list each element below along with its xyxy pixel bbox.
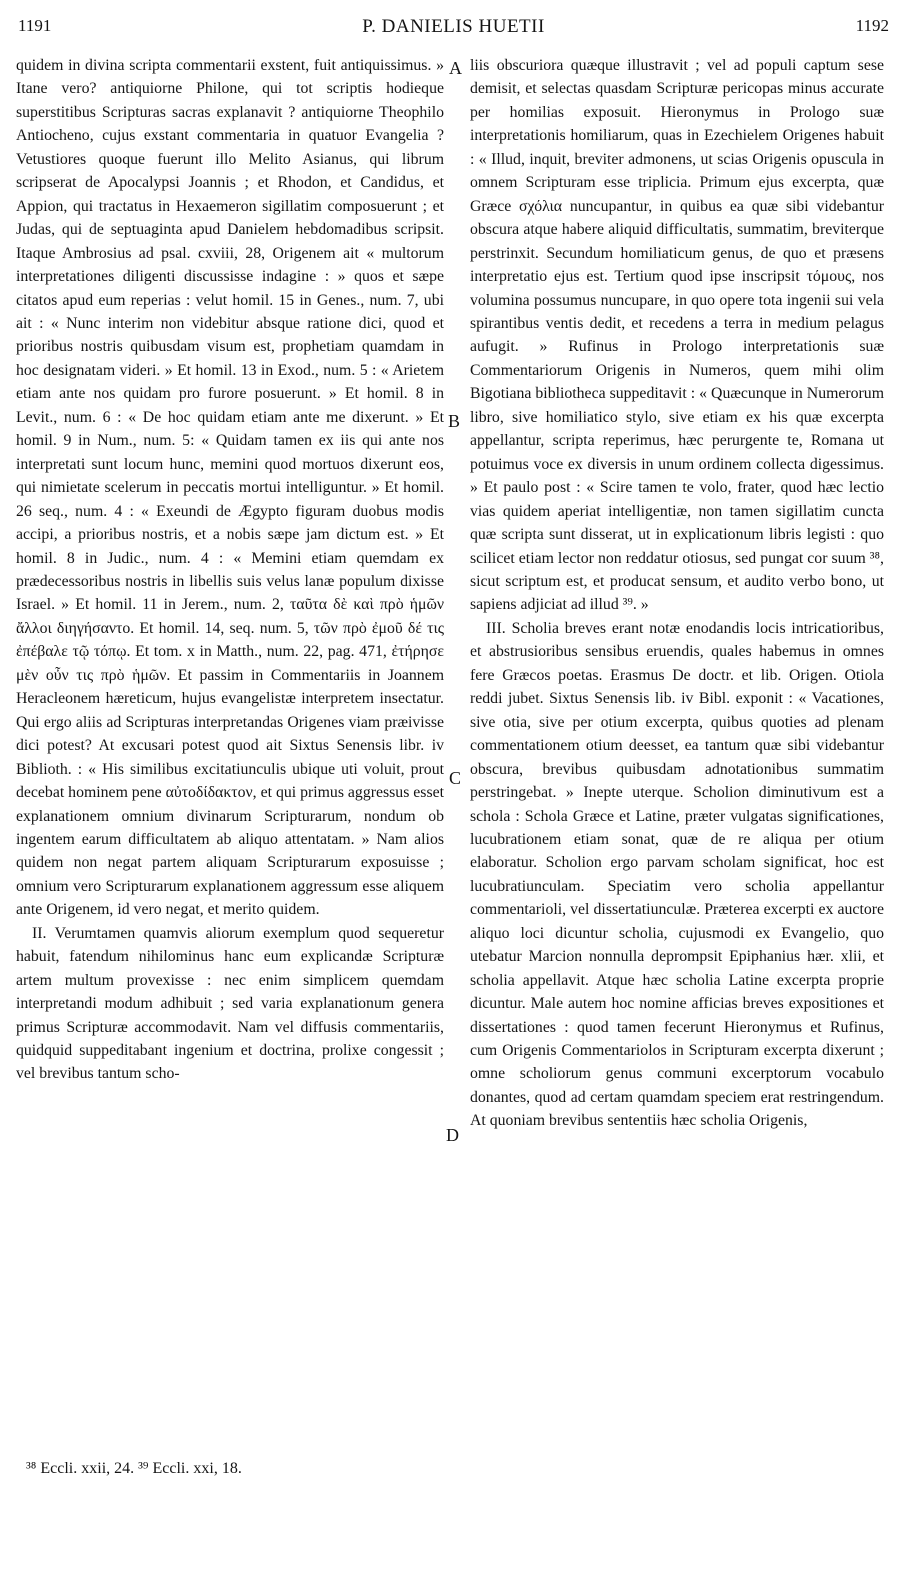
left-paragraph-2: II. Verumtamen quamvis aliorum exemplum quod sequeretur habuit, fatendum nihilominus hanc eum explicandæ Scripturæ artem multum provexisse : nec enim simplicem quemdam interpretandi modum adhibuit ; sed varia explanationum genera primus Scripturæ accommodavit. Nam vel diffusis commentariis, quidquid suppeditabant ingenium et doctrina, prolixe congessit ; vel brevibus tantum scho- [16, 924, 444, 1083]
margin-letter-d: D [446, 1125, 459, 1145]
margin-letter-c: C [449, 768, 462, 788]
left-column-number: 1191 [18, 16, 52, 35]
left-text-column [16, 54, 444, 1086]
running-title: P. DANIELIS HUETII [362, 16, 545, 37]
margin-letter-a: A [449, 58, 462, 78]
margin-letter-b: B [448, 411, 461, 431]
right-column-number: 1192 [855, 16, 889, 35]
right-paragraph-1: liis obscuriora quæque illustravit ; vel ad populi captum sese demisit, et selectas quasdam Scripturæ pericopas minus accurate per homilias exposuit. Hieronymus in Prologo suæ interpretationis homiliarum, quas in Ezechielem Origenes habuit : « Illud, inquit, breviter admonens, ut scias Origenis opuscula in omnem Scripturam esse triplicia. Primum ejus excerpta, quæ Græce σχόλια nuncupantur, in quibus ea quæ sibi videbantur obscura atque habere aliquid difficultatis, summatim, breviterque perstrinxit. Secundum homiliaticum genus, de quo et præsens interpretatio ejus est. Tertium quod ipse inscripsit τόμους, nos volumina possumus nuncupare, in quo opere tota ingenii sui vela spirantibus ventis dedit, et recedens a terra in medium pelagus aufugit. » Rufinus in Prologo interpretationis suæ Commentariorum Origenis in Numeros, quem mihi olim Bigotiana bibliotheca suppeditavit : « Quæcunque in Numerorum libro, sive homiliatico stylo, sive etiam ex his quæ excerpta appellantur, scripta reperimus, hæc perurgente te, Romana ut potuimus voce ex diversis in unum ordinem collecta digessimus. » Et paulo post : « Scire tamen te volo, frater, quod hæc lectio vias quidem aperiat intelligentiæ, non tamen sigillatim cuncta quæ scripta sunt disserat, ut in explicationum libris legisti : quo scilicet etiam lector non reddatur otiosus, sed pungat cor suum ³⁸, sicut scriptum est, et producat sensum, et audito verbo bono, ut sapiens adjiciat ad illud ³⁹. » [470, 57, 884, 614]
footnotes: ³⁸ Eccli. xxii, 24. ³⁹ Eccli. xxi, 18. [26, 1460, 242, 1477]
right-paragraph-2: III. Scholia breves erant notæ enodandis locis intricatioribus, et abstrusioribus sensibus eruendis, quales habemus in omnes fere Græcos poetas. Erasmus De doctr. et lib. Origen. Otiola reddi jubet. Sixtus Senensis lib. iv Bibl. exponit : « Vacationes, sive otia, sive per otium excerpta, quibus quoties ad plenam commentationem otium deesset, ea tantum quæ sibi videbantur obscura, brevibus quibusdam adnotationibus summatim perstringebat. » Inepte uterque. Scholion diminutivum est a schola : Schola Græce et Latine, præter vulgatas significationes, lucubrationem etiam sonat, quæ de re aliqua per otium elaboratur. Scholion ergo parvam scholam significat, hoc est lucubratiunculam. Speciatim vero scholia appellantur commentarioli, vel dissertatiunculæ. Præterea excerpti ex auctore aliquo loci dicuntur scholia, cujusmodi ex Evangelio, quo utebatur Marcion nonnulla deprompsit Epiphanius hær. xlii, et scholia appellavit. Atque hæc scholia Latine excerpta proprie dicuntur. Male autem hoc nomine afficias breves expositiones et dissertationes : quod tamen fecerunt Hieronymus et Rufinus, cum Origenis Commentariolos in Scripturam excerpta dixerunt ; omne scholiorum genus communi excerptorum vocabulo donantes, quod ad certam quamdam speciem erat restringendum. At quoniam brevibus sententiis hæc scholia Origenis, [470, 619, 884, 1130]
right-text-column [470, 54, 884, 1133]
left-paragraph-1: quidem in divina scripta commentarii exstent, fuit antiquissimus. » Itane vero? antiquiorne Philone, qui tot scriptis hodieque superstitibus Scripturas sacras explanavit ? antiquiorne Theophilo Antiocheno, cujus exstant commentaria in quatuor Evangelia ? Vetustiores quoque fuerunt illo Melito Asianus, qui librum scripserat de Apocalypsi Joannis ; et Rhodon, et Candidus, et Appion, qui tractatus in Hexaemeron sigillatim composuerunt ; et Judas, qui de septuaginta apud Danielem hebdomadibus scripsit. Itaque Ambrosius ad psal. cxviii, 28, Origenem ait « multorum interpretationes diligenti discussisse indagine : » quos et sæpe citatos apud eum reperias : velut homil. 15 in Genes., num. 7, ubi ait : « Nunc interim non videbitur absque ratione dici, quod et prioribus nostris quibusdam visum est, prophetiam quamdam in hoc designatam videri. » Et homil. 13 in Exod., num. 5 : « Arietem etiam ante nos quidam pro furore posuerunt. » Et homil. 8 in Levit., num. 6 : « De hoc quidam etiam ante me dixerunt. » Et homil. 9 in Num., num. 5: « Quidam tamen ex iis qui ante nos interpretati sunt locum hunc, memini quod mortuos dixerunt eos, qui nimietate scelerum in peccatis mortui intelliguntur. » Et homil. 26 seq., num. 4 : « Exeundi de Ægypto figuram duobus modis accipi, a prioribus nostris, et a nobis sæpe jam dictum est. » Et homil. 8 in Judic., num. 4 : « Memini etiam quemdam ex prædecessoribus nostris in libellis suis velus lanæ populum dixisse Israel. » Et homil. 11 in Jerem., num. 2, ταῦτα δὲ καὶ πρὸ ἡμῶν ἄλλοι διηγήσαντο. Et homil. 14, seq. num. 5, τῶν πρὸ ἐμοῦ δέ τις ἐπέβαλε τῷ τόπῳ. Et tom. x in Matth., num. 22, pag. 471, ἐτήρησε μὲν οὖν τις πρὸ ἡμῶν. Et passim in Commentariis in Joannem Heracleonem hæreticum, hujus evangelistæ interpretem insectatur. Qui ergo aliis ad Scripturas interpretandas Origenes viam præivisse dici potest? At excusari potest quod ait Sixtus Senensis libr. iv Biblioth. : « His similibus excitatiunculis ubique uti voluit, prout decebat hominem pene αὐτοδίδακτον, et qui primus aggressus esset explanationem omnium divinarum Scripturarum, nondum ob ingentem earum difficultatem ab aliquo attentatam. » Nam alios quidem non negat partem aliquam Scripturarum exposuisse ; omnium vero Scripturarum explanationem aggressum esse aliquem ante Origenem, id vero negat, et merito quidem. [16, 57, 444, 919]
